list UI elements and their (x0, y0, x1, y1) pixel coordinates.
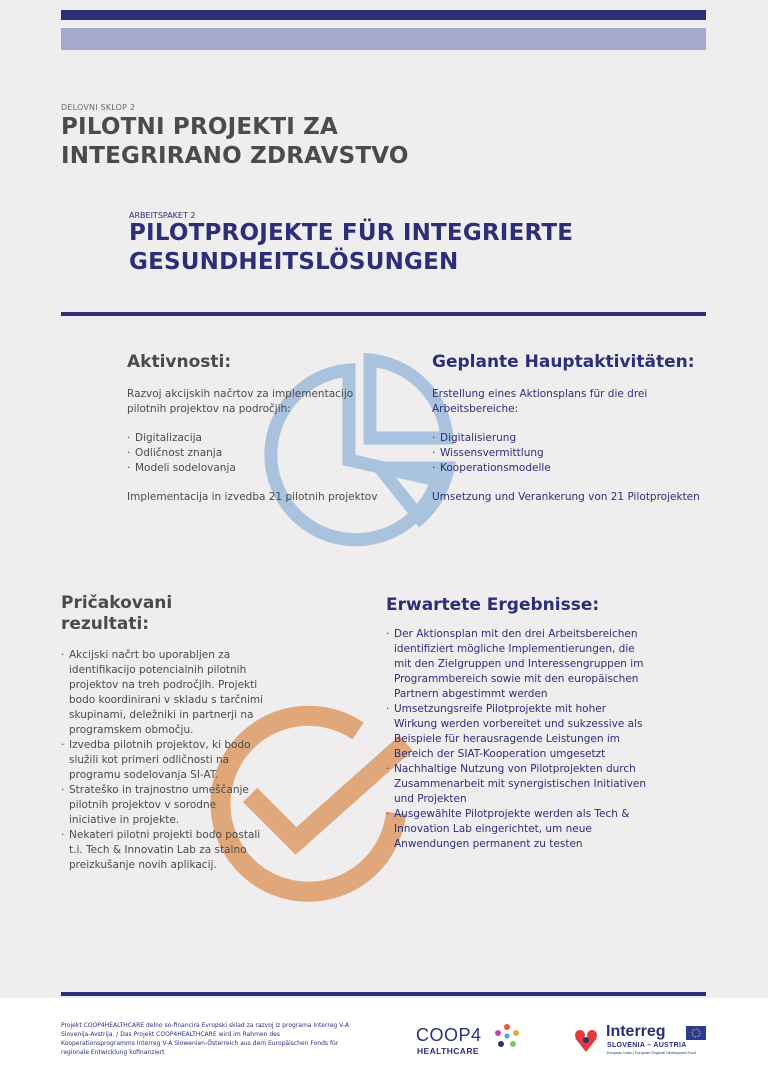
results-list-sl (61, 648, 276, 873)
intro-line: Erstellung eines Aktionsplans für die drei (432, 388, 648, 400)
kicker-de: ARBEITSPAKET 2 (129, 211, 196, 220)
interreg-region: SLOVENIA – AUSTRIA (607, 1042, 687, 1049)
heart-emblem-icon (572, 1027, 600, 1055)
list-item: · Izvedba pilotnih projektov, ki bodo služili kot primeri odličnosti na programu sodelovanja SI-AT. (61, 738, 276, 783)
activities-heading-de: Geplante Hauptaktivitäten: (432, 352, 695, 372)
footer-credit: Projekt COOP4HEALTHCARE delno so-financira Evropski sklad za razvoj iz programa Interreg V-A Slovenija-Avstrija. / Das Projekt COOP4HEALTHCARE wird im Rahmen des Kooperationsprogramms Interreg V-A Slowenien-Österreich aus dem Europäischen Fonds für regionale Entwicklung kofinanziert (61, 1022, 349, 1056)
activities-text-de (432, 387, 722, 505)
activities-heading-sl: Aktivnosti: (127, 352, 232, 372)
title-sl-line: PILOTNI PROJEKTI ZA (61, 114, 339, 140)
coop-logo-word: COOP4 (416, 1025, 482, 1045)
intro-line: Razvoj akcijskih načrtov za implementacijo (127, 388, 354, 400)
interreg-fund: European Union | European Regional Development Fund (607, 1051, 696, 1055)
people-cluster-icon (494, 1023, 520, 1049)
coop4healthcare-logo (416, 1025, 526, 1061)
page-title-de (129, 219, 573, 277)
activities-list-sl (127, 431, 417, 476)
list-item: · Ausgewählte Pilotprojekte werden als Tech & Innovation Lab eingerichtet, um neue Anwendungen permanent zu testen (386, 807, 686, 852)
results-heading-sl (61, 593, 172, 635)
interreg-word: Interreg (606, 1023, 666, 1040)
list-item: · Odličnost znanja (127, 446, 417, 461)
eu-flag-icon (686, 1026, 706, 1040)
coop-logo-sub: HEALTHCARE (417, 1046, 479, 1056)
list-item: · Digitalisierung (432, 431, 722, 446)
activities-list-de (432, 431, 722, 476)
list-item: · Wissensvermittlung (432, 446, 722, 461)
interreg-logo (572, 1023, 712, 1059)
list-item: · Digitalizacija (127, 431, 417, 446)
heading-line: rezultati: (61, 614, 150, 634)
list-item: · Modeli sodelovanja (127, 461, 417, 476)
list-item: · Umsetzungsreife Pilotprojekte mit hoher Wirkung werden vorbereitet und sukzessive als Beispiele für herausragende Leistungen im Bereich der SIAT-Kooperation umgesetzt (386, 702, 686, 762)
list-item: · Kooperationsmodelle (432, 461, 722, 476)
results-heading-de: Erwartete Ergebnisse: (386, 595, 600, 615)
list-item: · Akcijski načrt bo uporabljen za identifikacijo potencialnih pilotnih projektov na treh področjih. Projekti bodo koordinirani v skladu s tarčnimi skupinami, deležniki in partnerji na programskem območju. (61, 648, 276, 738)
sub-bar (61, 28, 706, 50)
page-title-sl (61, 113, 409, 171)
top-bar (61, 10, 706, 20)
title-de-line: PILOTPROJEKTE FÜR INTEGRIERTE (129, 220, 574, 246)
closing-line: Implementacija in izvedba 21 pilotnih projektov (127, 491, 378, 503)
list-item: · Der Aktionsplan mit den drei Arbeitsbereichen identifiziert mögliche Implementierungen, die mit den Zielgruppen und Interessengruppen im Programmbereich sowie mit den europäischen Partnern abgestimmt werden (386, 627, 686, 702)
title-sl-line: INTEGRIRANO ZDRAVSTVO (61, 143, 409, 169)
list-item: · Nekateri pilotni projekti bodo postali t.i. Tech & Innovatin Lab za stalno preizkušanje novih aplikacij. (61, 828, 276, 873)
closing-line: Umsetzung und Verankerung von 21 Pilotprojekten (432, 491, 700, 503)
intro-line: Arbeitsbereiche: (432, 403, 519, 415)
heading-line: Pričakovani (61, 593, 173, 613)
list-item: · Nachhaltige Nutzung von Pilotprojekten durch Zusammenarbeit mit synergistischen Initiativen und Projekten (386, 762, 686, 807)
title-de-line: GESUNDHEITSLÖSUNGEN (129, 249, 459, 275)
list-item: · Strateško in trajnostno umeščanje pilotnih projektov v sorodne iniciative in projekte. (61, 783, 276, 828)
intro-line: pilotnih projektov na področjih: (127, 403, 291, 415)
divider-top (61, 312, 706, 316)
activities-text-sl (127, 387, 417, 505)
kicker-sl: DELOVNI SKLOP 2 (61, 103, 136, 112)
divider-bottom (61, 992, 706, 996)
results-list-de (386, 627, 686, 852)
